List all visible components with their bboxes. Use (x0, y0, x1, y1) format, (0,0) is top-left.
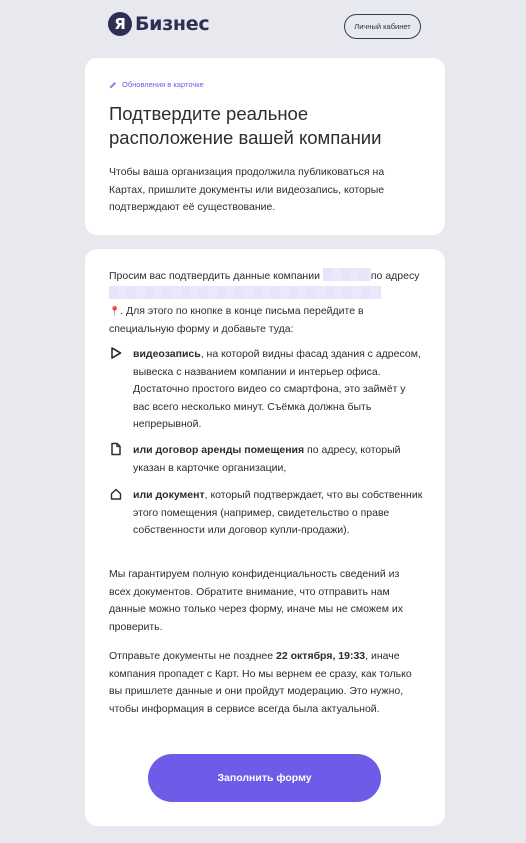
play-icon (109, 346, 123, 360)
deadline-date: 22 октября, 19:33 (276, 650, 366, 662)
intro-text-address: по адресу (370, 270, 420, 282)
fill-form-button[interactable]: Заполнить форму (148, 754, 381, 802)
option-text: видеозапись, на которой видны фасад здания с адресом, вывеска с названием компании и интерьер офиса. Достаточно простого видео со смартфона, это займёт у вас всего несколько минут. Съёмка должна быть непрерывной. (133, 348, 421, 430)
intro-text-instructions: . Для этого по кнопке в конце письма перейдите в специальную форму и добавьте туда: (109, 305, 364, 335)
deadline-paragraph: Отправьте документы не позднее 22 октября, 19:33, иначе компания пропадет с Карт. Но мы вернем ее сразу, как только вы пришлете данные и они пройдут модерацию. Это нужно, чтобы информация в сервисе всегда была актуальной. (109, 650, 412, 715)
yandex-logo-icon: Я (108, 12, 132, 36)
page-title: Подтвердите реальное расположение вашей компании (109, 103, 382, 148)
privacy-paragraph: Мы гарантируем полную конфиденциальность сведений из всех документов. Обратите внимание, что отправить нам данные можно только через форму, иначе мы не сможем их проверить. (109, 568, 403, 633)
option-text: или документ, который подтверждает, что вы собственник этого помещения (например, свидетельство о праве собственности или договор купли-продажи). (133, 489, 423, 536)
pencil-icon (109, 81, 117, 89)
logo-text: Бизнес (135, 13, 210, 35)
lead-text: Чтобы ваша организация продолжила публиковаться на Картах, пришлите документы или видеозапись, которые подтверждают её существование. (109, 166, 385, 213)
option-text: или договор аренды помещения по адресу, который указан в карточке организации, (133, 444, 401, 474)
kicker (109, 80, 204, 89)
redacted-address (109, 286, 381, 299)
personal-account-button[interactable]: Личный кабинет (344, 14, 421, 39)
kicker-text: Обновления в карточке (122, 80, 204, 89)
notice-card (85, 58, 445, 235)
header (0, 0, 526, 52)
request-card (85, 249, 445, 826)
document-icon (109, 442, 123, 456)
intro-paragraph (109, 268, 421, 338)
redacted-company-name (323, 268, 371, 281)
yandex-business-logo[interactable] (108, 12, 209, 36)
location-pin-icon: 📍 (109, 306, 121, 316)
intro-text: Просим вас подтвердить данные компании (109, 270, 323, 282)
house-icon (109, 487, 123, 501)
